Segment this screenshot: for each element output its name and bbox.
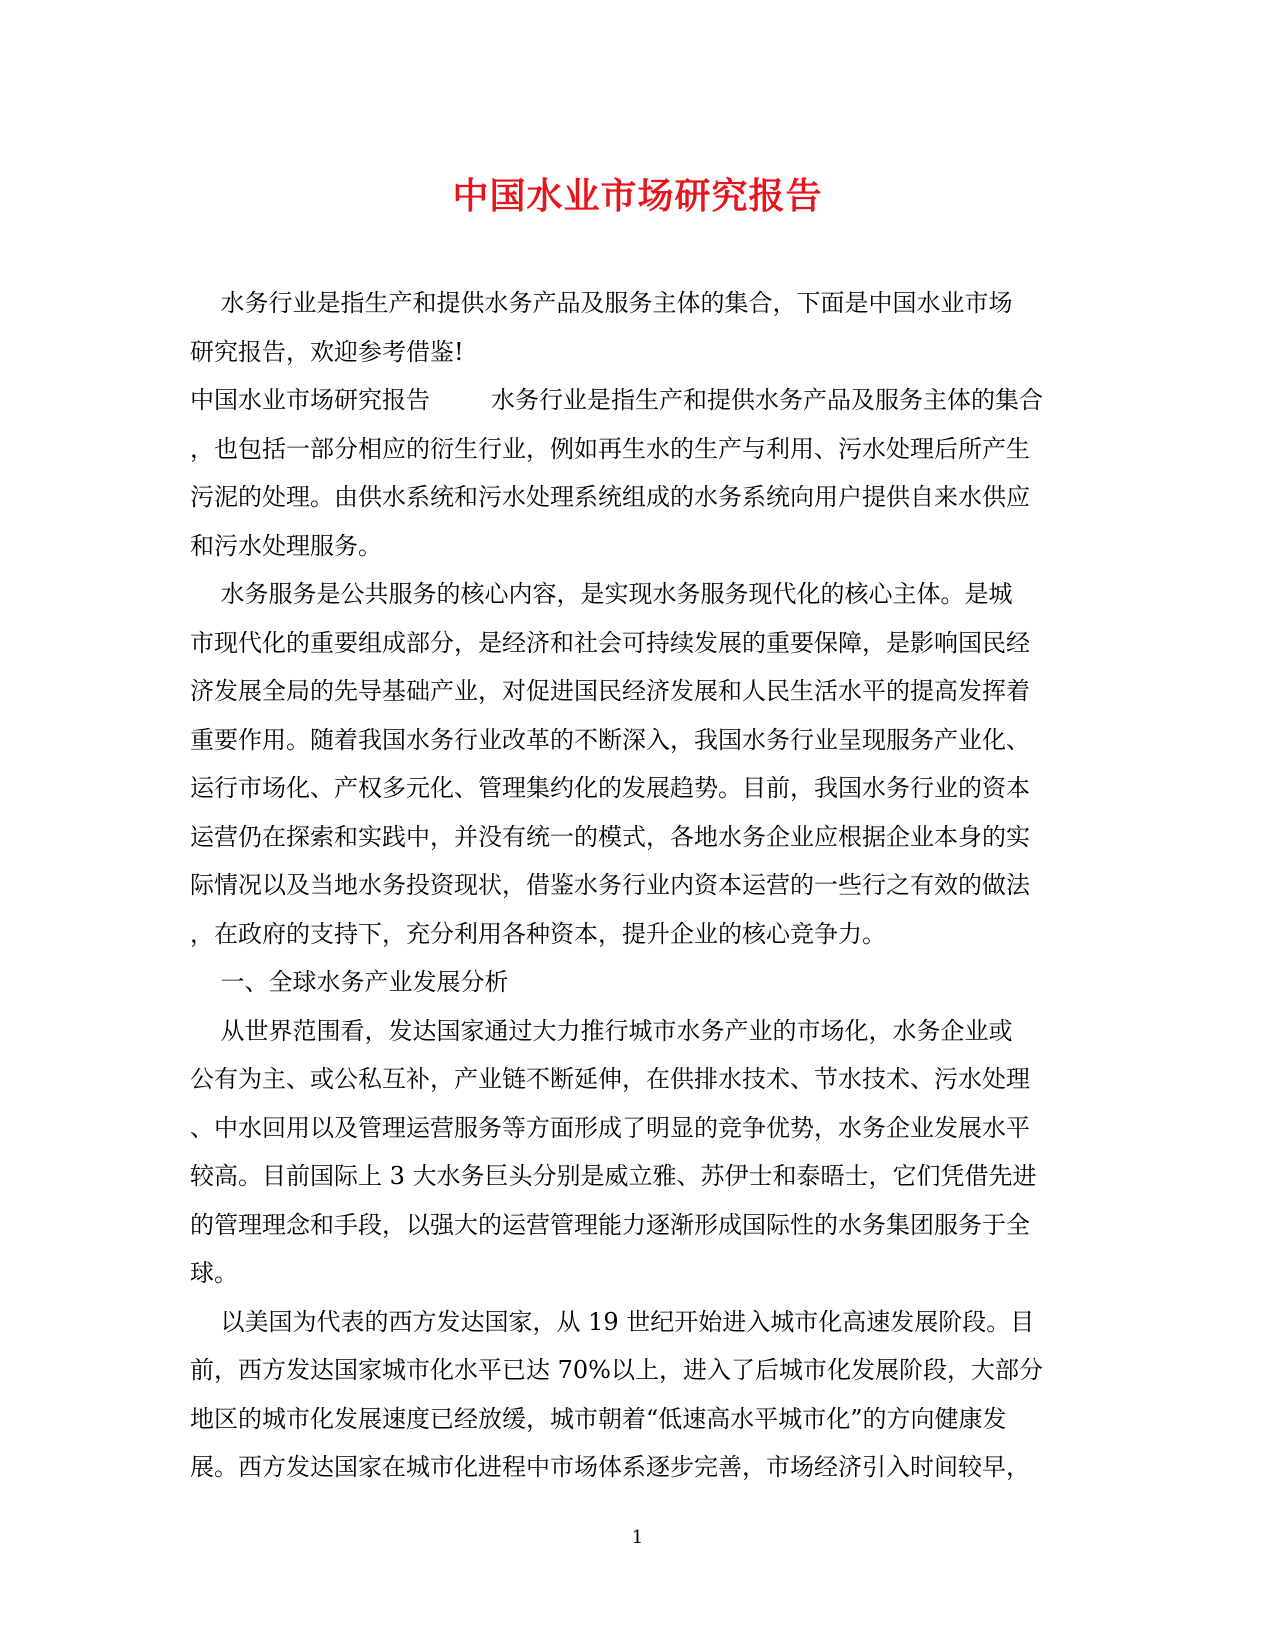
text-line: 的管理理念和手段，以强大的运营管理能力逐渐形成国际性的水务集团服务于全 — [190, 1210, 1030, 1239]
text-line: 运行市场化、产权多元化、管理集约化的发展趋势。目前，我国水务行业的资本 — [190, 774, 1030, 802]
text-line: 前，西方发达国家城市化水平已达 70%以上，进入了后城市化发展阶段，大部分 — [190, 1356, 1043, 1384]
page-number: 1 — [631, 1527, 644, 1548]
text-line: 和污水处理服务。 — [190, 531, 382, 560]
section-heading: 一、全球水务产业发展分析 — [190, 968, 509, 996]
text-line: 较高。目前国际上 3 大水务巨头分别是威立雅、苏伊士和泰晤士，它们凭借先进 — [190, 1162, 1037, 1190]
text-line: 展。西方发达国家在城市化进程中市场体系逐步完善，市场经济引入时间较早， — [190, 1453, 1030, 1481]
text-line: 污泥的处理。由供水系统和污水处理系统组成的水务系统向用户提供自来水供应 — [190, 483, 1030, 511]
text-line: 水务服务是公共服务的核心内容，是实现水务服务现代化的核心主体。是城 — [190, 580, 1013, 608]
text-line: 地区的城市化发展速度已经放缓，城市朝着“低速高水平城市化”的方向健康发 — [190, 1404, 1007, 1433]
document-title: 中国水业市场研究报告 — [452, 175, 823, 217]
text-line: 重要作用。随着我国水务行业改革的不断深入，我国水务行业呈现服务产业化、 — [190, 725, 1030, 754]
text-line: ，也包括一部分相应的衍生行业，例如再生水的生产与利用、污水处理后所产生 — [190, 434, 1030, 463]
text-line: 、中水回用以及管理运营服务等方面形成了明显的竞争优势，水务企业发展水平 — [190, 1113, 1030, 1142]
text-line: 中国水业市场研究报告 水务行业是指生产和提供水务产品及服务主体的集合 — [190, 386, 1044, 414]
text-line: 际情况以及当地水务投资现状，借鉴水务行业内资本运营的一些行之有效的做法 — [190, 871, 1030, 899]
text-line: 市现代化的重要组成部分，是经济和社会可持续发展的重要保障，是影响国民经 — [190, 628, 1030, 657]
text-line: 研究报告，欢迎参考借鉴! — [190, 337, 464, 366]
text-line: ，在政府的支持下，充分利用各种资本，提升企业的核心竞争力。 — [190, 919, 886, 948]
text-line: 从世界范围看，发达国家通过大力推行城市水务产业的市场化，水务企业或 — [190, 1016, 1013, 1045]
text-line: 运营仍在探索和实践中，并没有统一的模式，各地水务企业应根据企业本身的实 — [190, 822, 1030, 851]
text-line: 公有为主、或公私互补，产业链不断延伸，在供排水技术、节水技术、污水处理 — [190, 1065, 1030, 1093]
text-line: 以美国为代表的西方发达国家，从 19 世纪开始进入城市化高速发展阶段。目 — [190, 1307, 1035, 1336]
text-line: 济发展全局的先导基础产业，对促进国民经济发展和人民生活水平的提高发挥着 — [190, 677, 1030, 705]
text-line: 水务行业是指生产和提供水务产品及服务主体的集合，下面是中国水业市场 — [190, 289, 1013, 317]
document-body — [190, 279, 1070, 1492]
text-line: 球。 — [190, 1259, 238, 1287]
